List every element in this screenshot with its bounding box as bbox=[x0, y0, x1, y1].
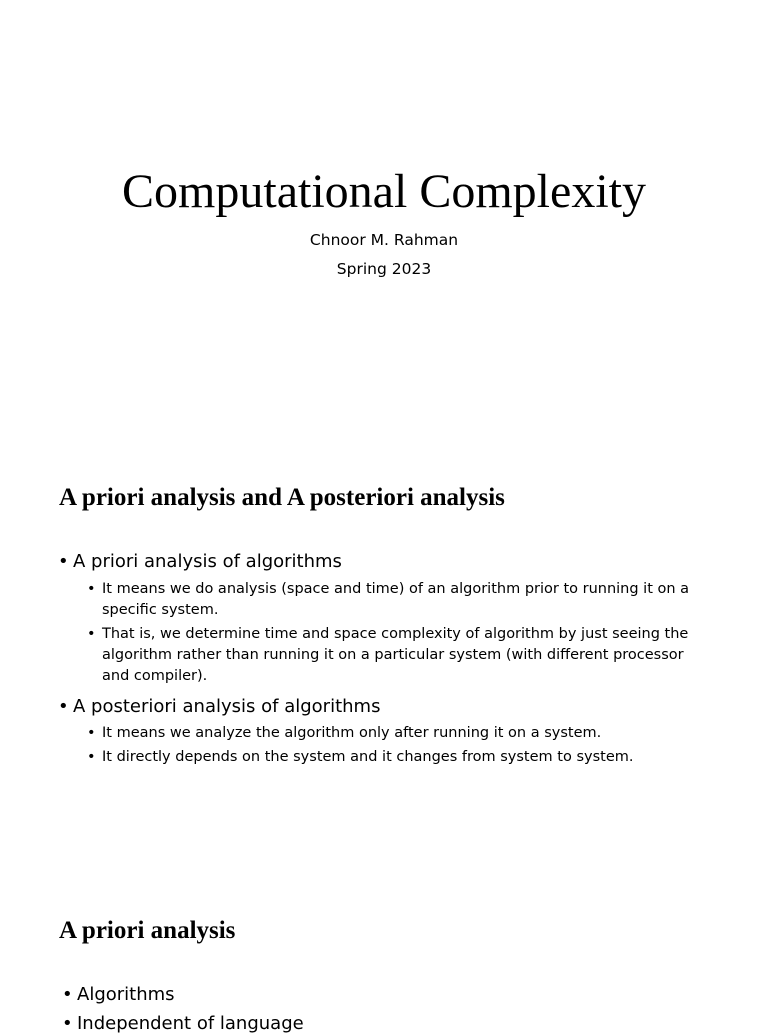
bullet-item bbox=[62, 1012, 712, 1036]
bullet-icon: • bbox=[62, 1013, 73, 1034]
bullet-item bbox=[62, 983, 712, 1007]
bullet-icon: • bbox=[62, 984, 73, 1005]
page-title: Computational Complexity bbox=[122, 165, 646, 218]
slide-apriori-aposteriori bbox=[0, 430, 768, 850]
bullet-text: Independent of language bbox=[77, 1013, 304, 1034]
slide-apriori bbox=[0, 850, 768, 1034]
sub-bullet-item bbox=[87, 747, 707, 768]
bullet-text: A posteriori analysis of algorithms bbox=[73, 696, 381, 717]
bullet-icon: • bbox=[87, 626, 96, 642]
bullet-icon: • bbox=[87, 725, 96, 741]
bullet-icon: • bbox=[87, 749, 96, 765]
bullet-item bbox=[58, 550, 708, 574]
bullet-icon: • bbox=[58, 551, 69, 572]
sub-bullet-item bbox=[87, 624, 707, 687]
bullet-icon: • bbox=[58, 696, 69, 717]
sub-bullet-text: It means we analyze the algorithm only after running it on a system. bbox=[102, 725, 602, 741]
term-label: Spring 2023 bbox=[336, 260, 432, 278]
bullet-item bbox=[58, 695, 708, 719]
sub-bullet-item bbox=[87, 723, 707, 744]
title-slide bbox=[0, 0, 768, 430]
bullet-text: Algorithms bbox=[77, 984, 175, 1005]
sub-bullet-text: It directly depends on the system and it changes from system to system. bbox=[102, 749, 634, 765]
author-name: Chnoor M. Rahman bbox=[309, 231, 459, 249]
slide-heading: A priori analysis and A posteriori analysis bbox=[59, 484, 505, 511]
sub-bullet-text: That is, we determine time and space complexity of algorithm by just seeing the algorithm rather than running it on a particular system (with different processor and compiler). bbox=[102, 626, 689, 684]
slide-heading: A priori analysis bbox=[59, 917, 236, 944]
bullet-icon: • bbox=[87, 581, 96, 597]
sub-bullet-item bbox=[87, 579, 707, 621]
bullet-text: A priori analysis of algorithms bbox=[73, 551, 342, 572]
sub-bullet-text: It means we do analysis (space and time) of an algorithm prior to running it on a specific system. bbox=[102, 581, 690, 618]
